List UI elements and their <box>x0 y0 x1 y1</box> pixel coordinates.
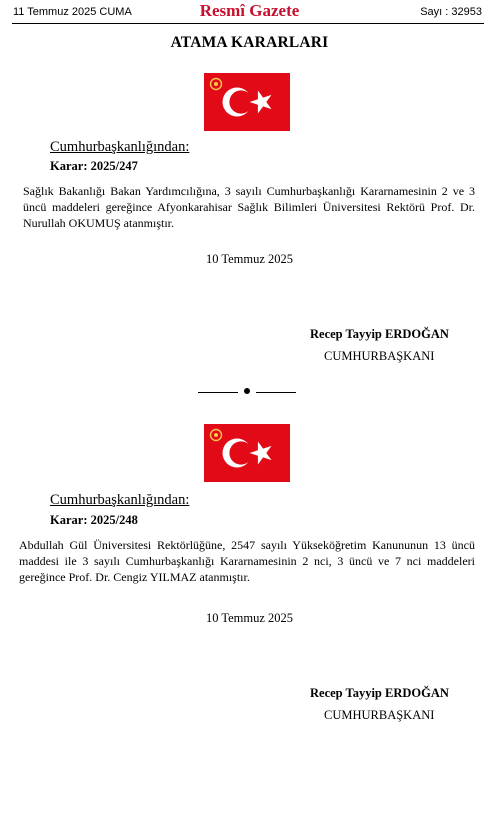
turkish-flag-icon <box>204 424 290 482</box>
signer-title: CUMHURBAŞKANI <box>324 708 435 722</box>
signer-name: Recep Tayyip ERDOĞAN <box>310 327 449 341</box>
header-divider <box>12 23 484 24</box>
signer-title: CUMHURBAŞKANI <box>324 349 435 363</box>
turkish-flag-icon <box>204 73 290 131</box>
institution-heading: Cumhurbaşkanlığından: <box>50 139 190 155</box>
section-title: ATAMA KARARLARI <box>170 34 329 51</box>
decision-separator <box>198 384 298 400</box>
decision-text: Abdullah Gül Üniversitesi Rektörlüğüne, 2547 sayılı Yükseköğretim Kanununun 13 üncü maddesi ile 3 sayılı Cumhurbaşkanlığı Kararnamesinin 2 nci, 3 üncü ve 7 nci maddeleri gereğince Prof. Dr. Cengiz YILMAZ atanmıştır. <box>19 538 475 584</box>
gazette-date: 11 Temmuz 2025 CUMA <box>13 6 132 18</box>
decision-text: Sağlık Bakanlığı Bakan Yardımcılığına, 3 sayılı Cumhurbaşkanlığı Kararnamesinin 2 ve 3 üncü maddeleri gereğince Afyonkarahisar Sağlık Bilimleri Üniversitesi Rektörü Prof. Dr. Nurullah OKUMUŞ atanmıştır. <box>23 184 475 230</box>
decision-number: Karar: 2025/247 <box>50 159 138 173</box>
gazette-title: Resmî Gazete <box>199 1 300 20</box>
institution-heading: Cumhurbaşkanlığından: <box>50 492 190 508</box>
separator-bullet-icon <box>244 388 250 394</box>
decision-date: 10 Temmuz 2025 <box>205 252 294 266</box>
signer-name: Recep Tayyip ERDOĞAN <box>310 686 449 700</box>
gazette-issue-number: Sayı : 32953 <box>420 6 482 18</box>
decision-date: 10 Temmuz 2025 <box>205 611 294 625</box>
decision-number: Karar: 2025/248 <box>50 513 138 527</box>
